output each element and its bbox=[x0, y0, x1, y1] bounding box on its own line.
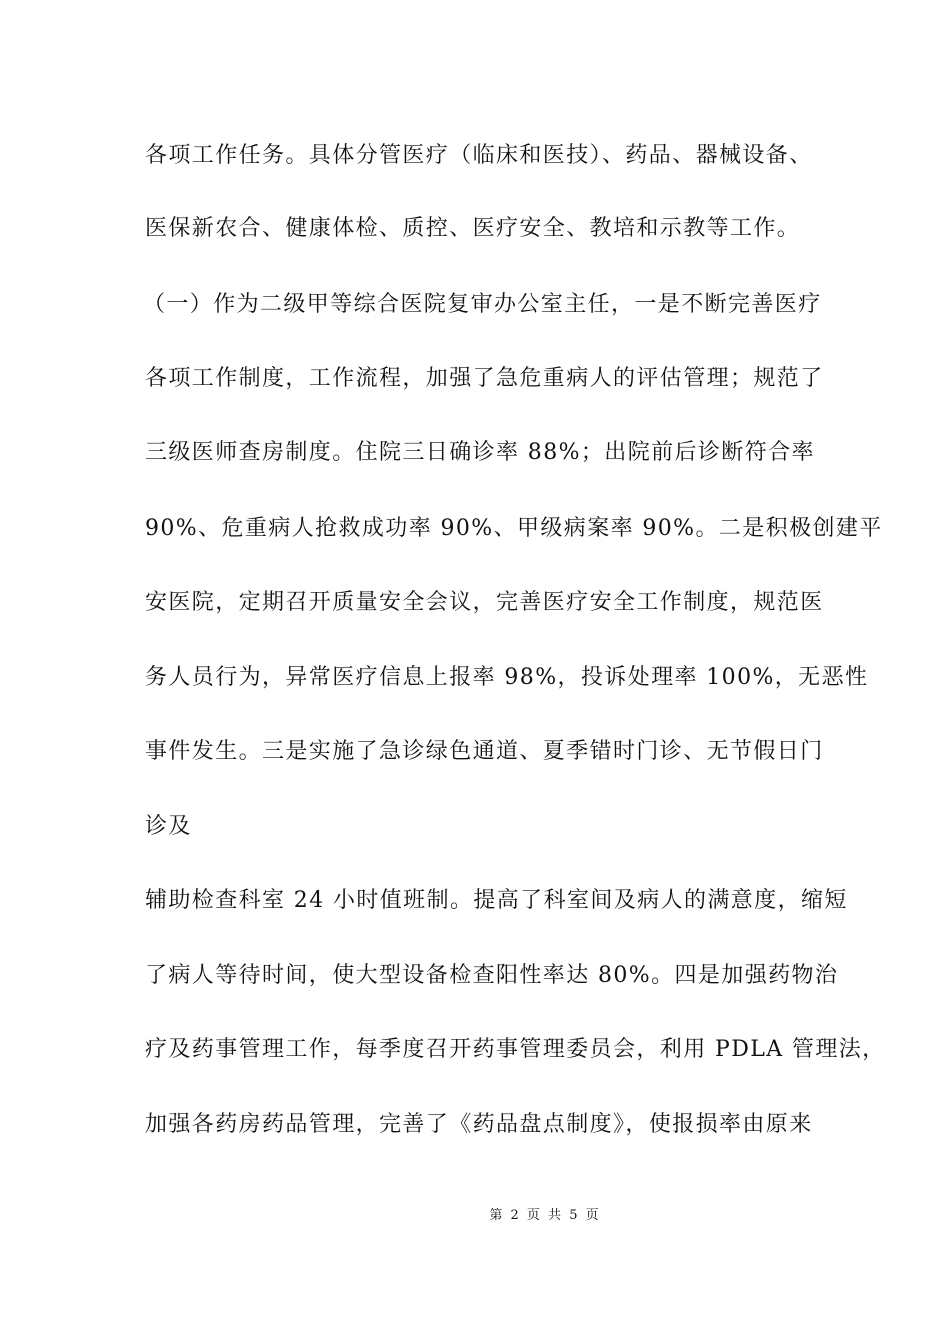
body-text-line-14: 加强各药房药品管理，完善了《药品盘点制度》，使报损率由原来 bbox=[145, 1112, 813, 1137]
body-text-line-8: 务人员行为，异常医疗信息上报率 98%，投诉处理率 100%，无恶性 bbox=[145, 665, 869, 690]
body-text-line-1: 各项工作任务。具体分管医疗（临床和医技）、药品、器械设备、 bbox=[145, 143, 813, 168]
body-text-line-4: 各项工作制度，工作流程，加强了急危重病人的评估管理；规范了 bbox=[145, 366, 824, 391]
body-text-line-13: 疗及药事管理工作，每季度召开药事管理委员会，利用 PDLA 管理法， bbox=[145, 1037, 886, 1062]
body-text-line-11: 辅助检查科室 24 小时值班制。提高了科室间及病人的满意度，缩短 bbox=[145, 888, 848, 913]
body-text-line-3: （一）作为二级甲等综合医院复审办公室主任，一是不断完善医疗 bbox=[143, 292, 822, 317]
body-text-line-6: 90%、危重病人抢救成功率 90%、甲级病案率 90%。二是积极创建平 bbox=[145, 516, 883, 541]
body-text-line-2: 医保新农合、健康体检、质控、医疗安全、教培和示教等工作。 bbox=[145, 216, 801, 241]
page-number-footer: 第 2 页 共 5 页 bbox=[489, 1208, 601, 1223]
body-text-line-10: 诊及 bbox=[145, 814, 192, 839]
body-text-line-7: 安医院，定期召开质量安全会议，完善医疗安全工作制度，规范医 bbox=[145, 590, 824, 615]
body-text-line-5: 三级医师查房制度。住院三日确诊率 88%；出院前后诊断符合率 bbox=[145, 440, 815, 465]
body-text-line-12: 了病人等待时间，使大型设备检查阳性率达 80%。四是加强药物治 bbox=[145, 963, 839, 988]
body-text-line-9: 事件发生。三是实施了急诊绿色通道、夏季错时门诊、无节假日门 bbox=[145, 739, 824, 764]
